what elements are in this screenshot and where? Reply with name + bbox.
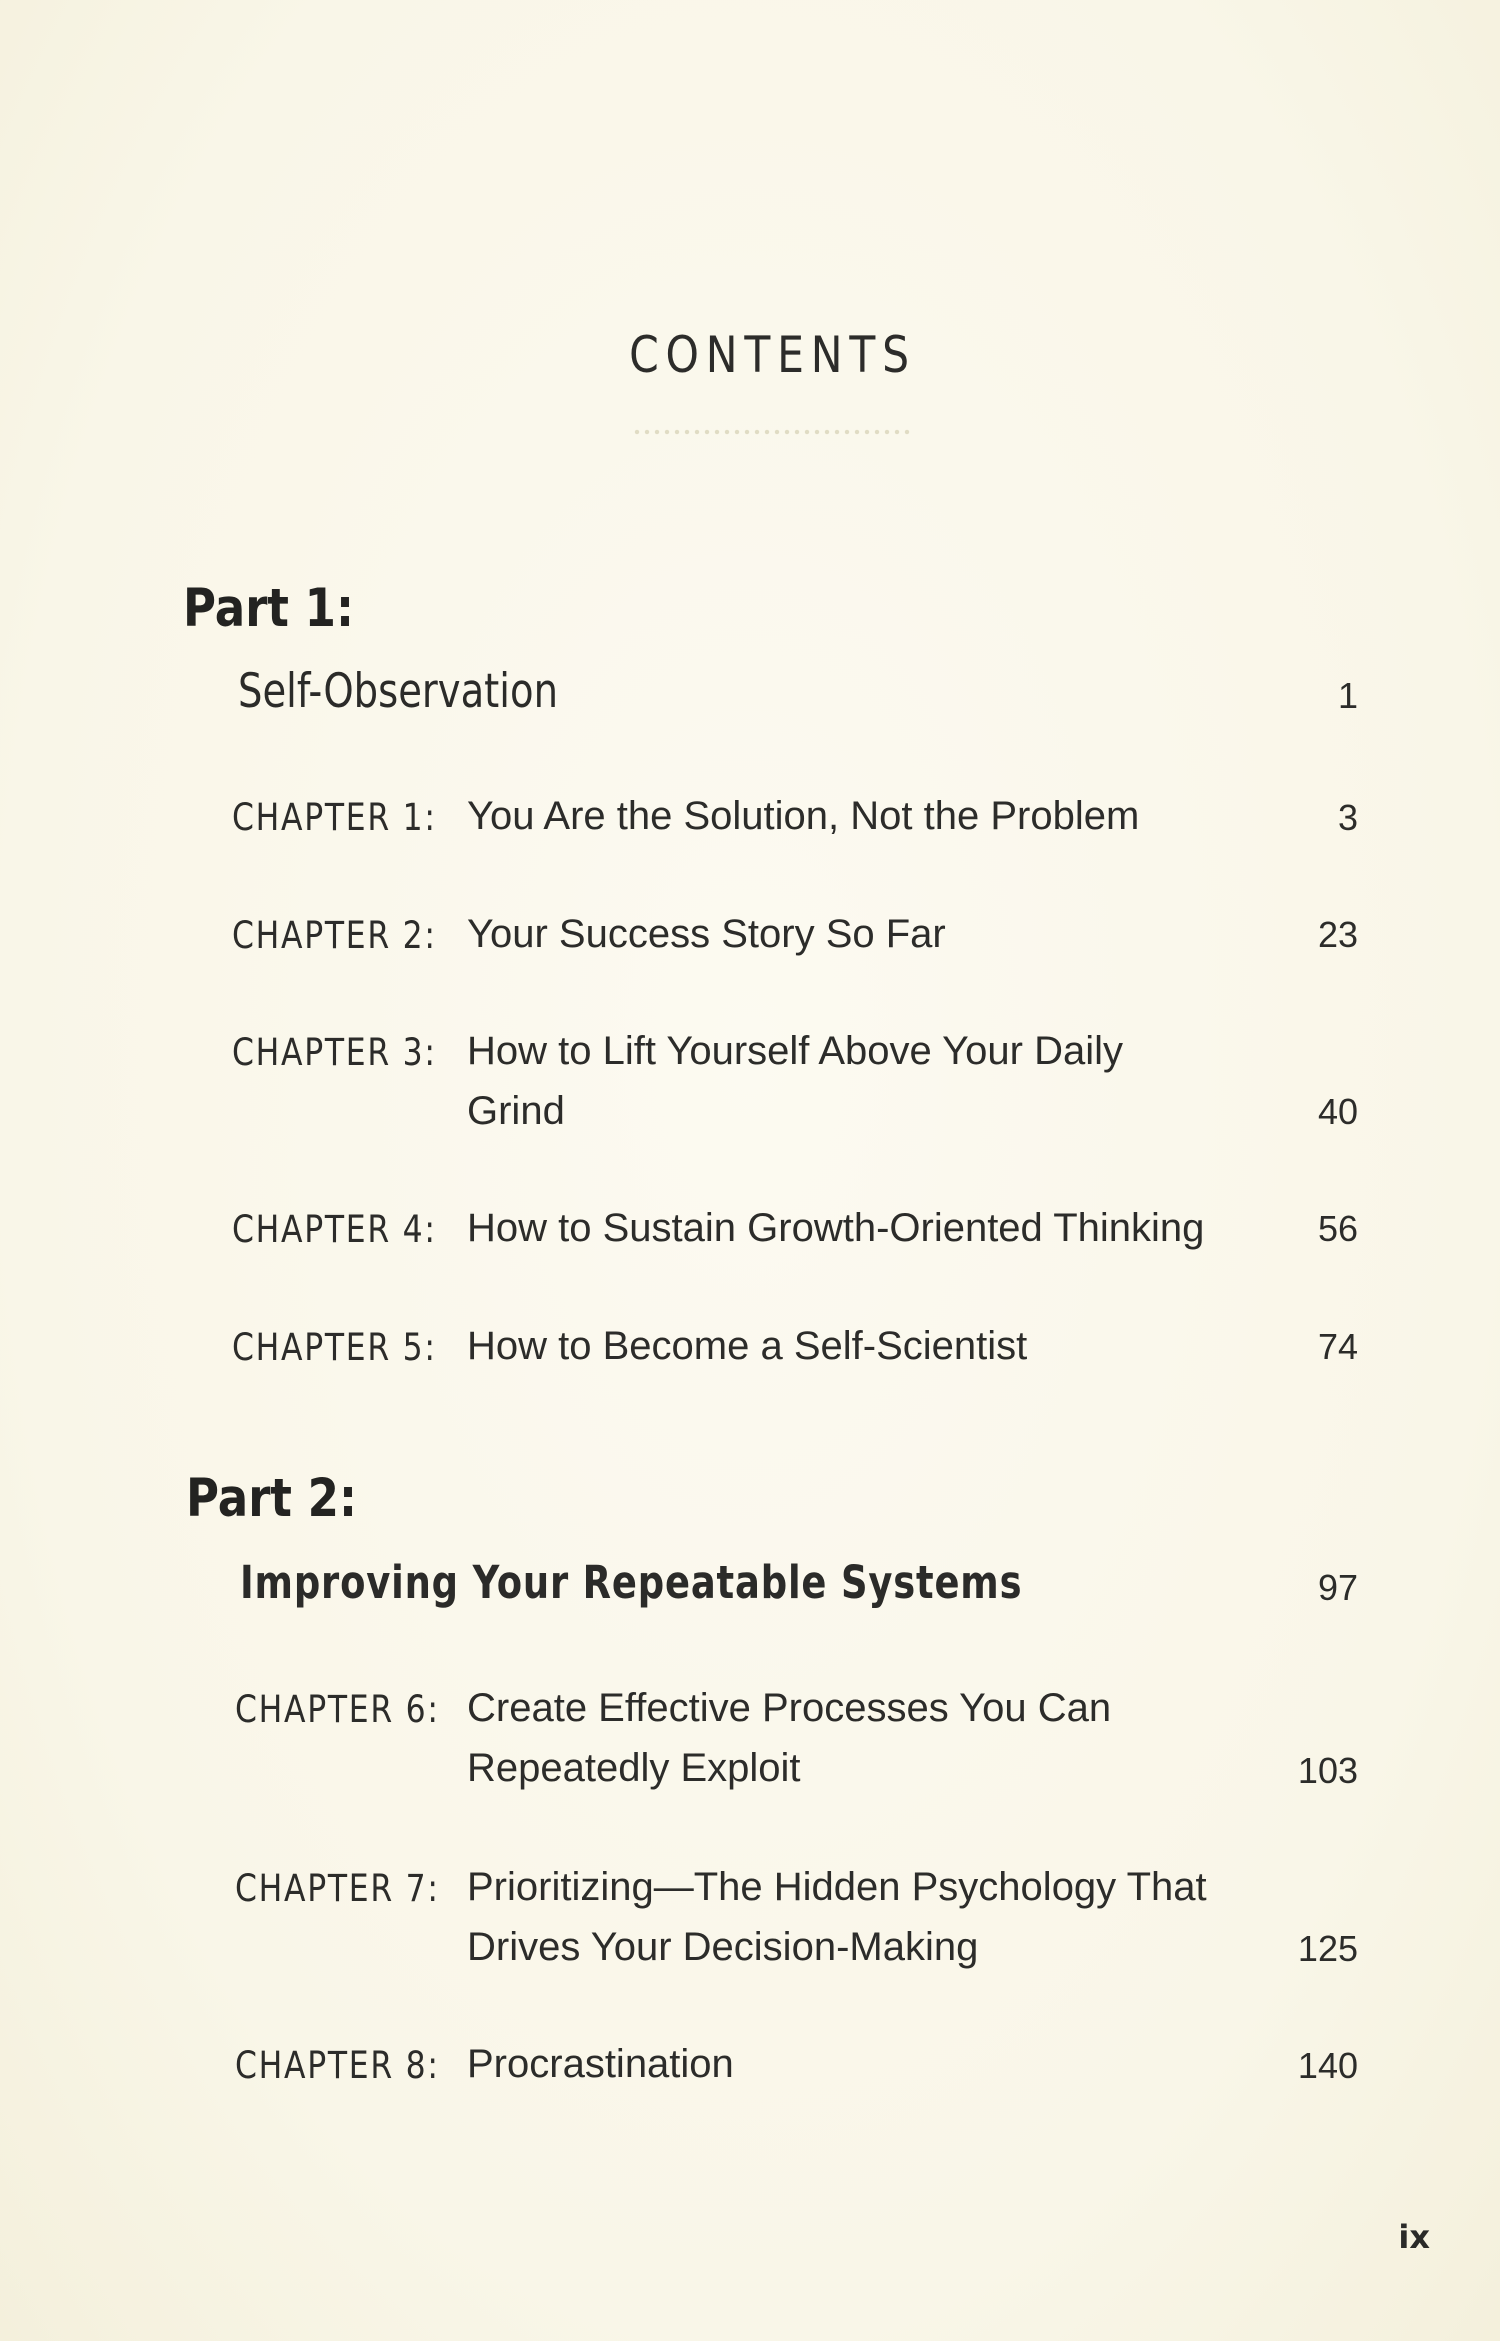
chapter-2-label: CHAPTER 2: [232, 914, 437, 957]
chapter-4-title: How to Sustain Growth-Oriented Thinking [467, 1206, 1205, 1250]
chapter-1-page: 3 [1337, 797, 1358, 838]
chapter-5-title: How to Become a Self-Scientist [467, 1324, 1028, 1368]
chapter-1-title: You Are the Solution, Not the Problem [467, 794, 1140, 838]
chapter-5-label: CHAPTER 5: [232, 1326, 437, 1369]
part-1-title: Self-Observation [238, 664, 559, 719]
chapter-4-label: CHAPTER 4: [232, 1208, 437, 1251]
chapter-3-label: CHAPTER 3: [232, 1031, 437, 1074]
part-2-title: Improving Your Repeatable Systems [240, 1556, 1023, 1609]
chapter-3-page: 40 [1317, 1091, 1358, 1132]
part-1-page: 1 [1337, 675, 1358, 716]
page-title: CONTENTS [629, 326, 916, 384]
chapter-7-label: CHAPTER 7: [235, 1867, 440, 1910]
chapter-2-title: Your Success Story So Far [467, 912, 946, 956]
chapter-6-label: CHAPTER 6: [235, 1688, 440, 1731]
dotted-ornament [632, 428, 910, 436]
chapter-8-title: Procrastination [467, 2042, 734, 2086]
chapter-1-label: CHAPTER 1: [232, 796, 437, 839]
part-2-page: 97 [1317, 1567, 1358, 1608]
chapter-7-title: Prioritizing—The Hidden Psychology That Drives Your Decision-Making [467, 1865, 1207, 1969]
part-2-label: Part 2: [186, 1468, 358, 1529]
chapter-6-title: Create Effective Processes You Can Repeatedly Exploit [467, 1686, 1112, 1790]
chapter-2-page: 23 [1317, 914, 1358, 955]
chapter-3-title: How to Lift Yourself Above Your Daily Grind [467, 1029, 1123, 1133]
chapter-7-page: 125 [1297, 1928, 1358, 1969]
chapter-8-page: 140 [1297, 2045, 1358, 2086]
chapter-8-label: CHAPTER 8: [235, 2044, 440, 2087]
chapter-5-page: 74 [1317, 1326, 1358, 1367]
page-folio: ix [1398, 2218, 1430, 2256]
chapter-6-page: 103 [1297, 1750, 1358, 1791]
part-1-label: Part 1: [183, 578, 355, 639]
chapter-4-page: 56 [1317, 1208, 1358, 1249]
